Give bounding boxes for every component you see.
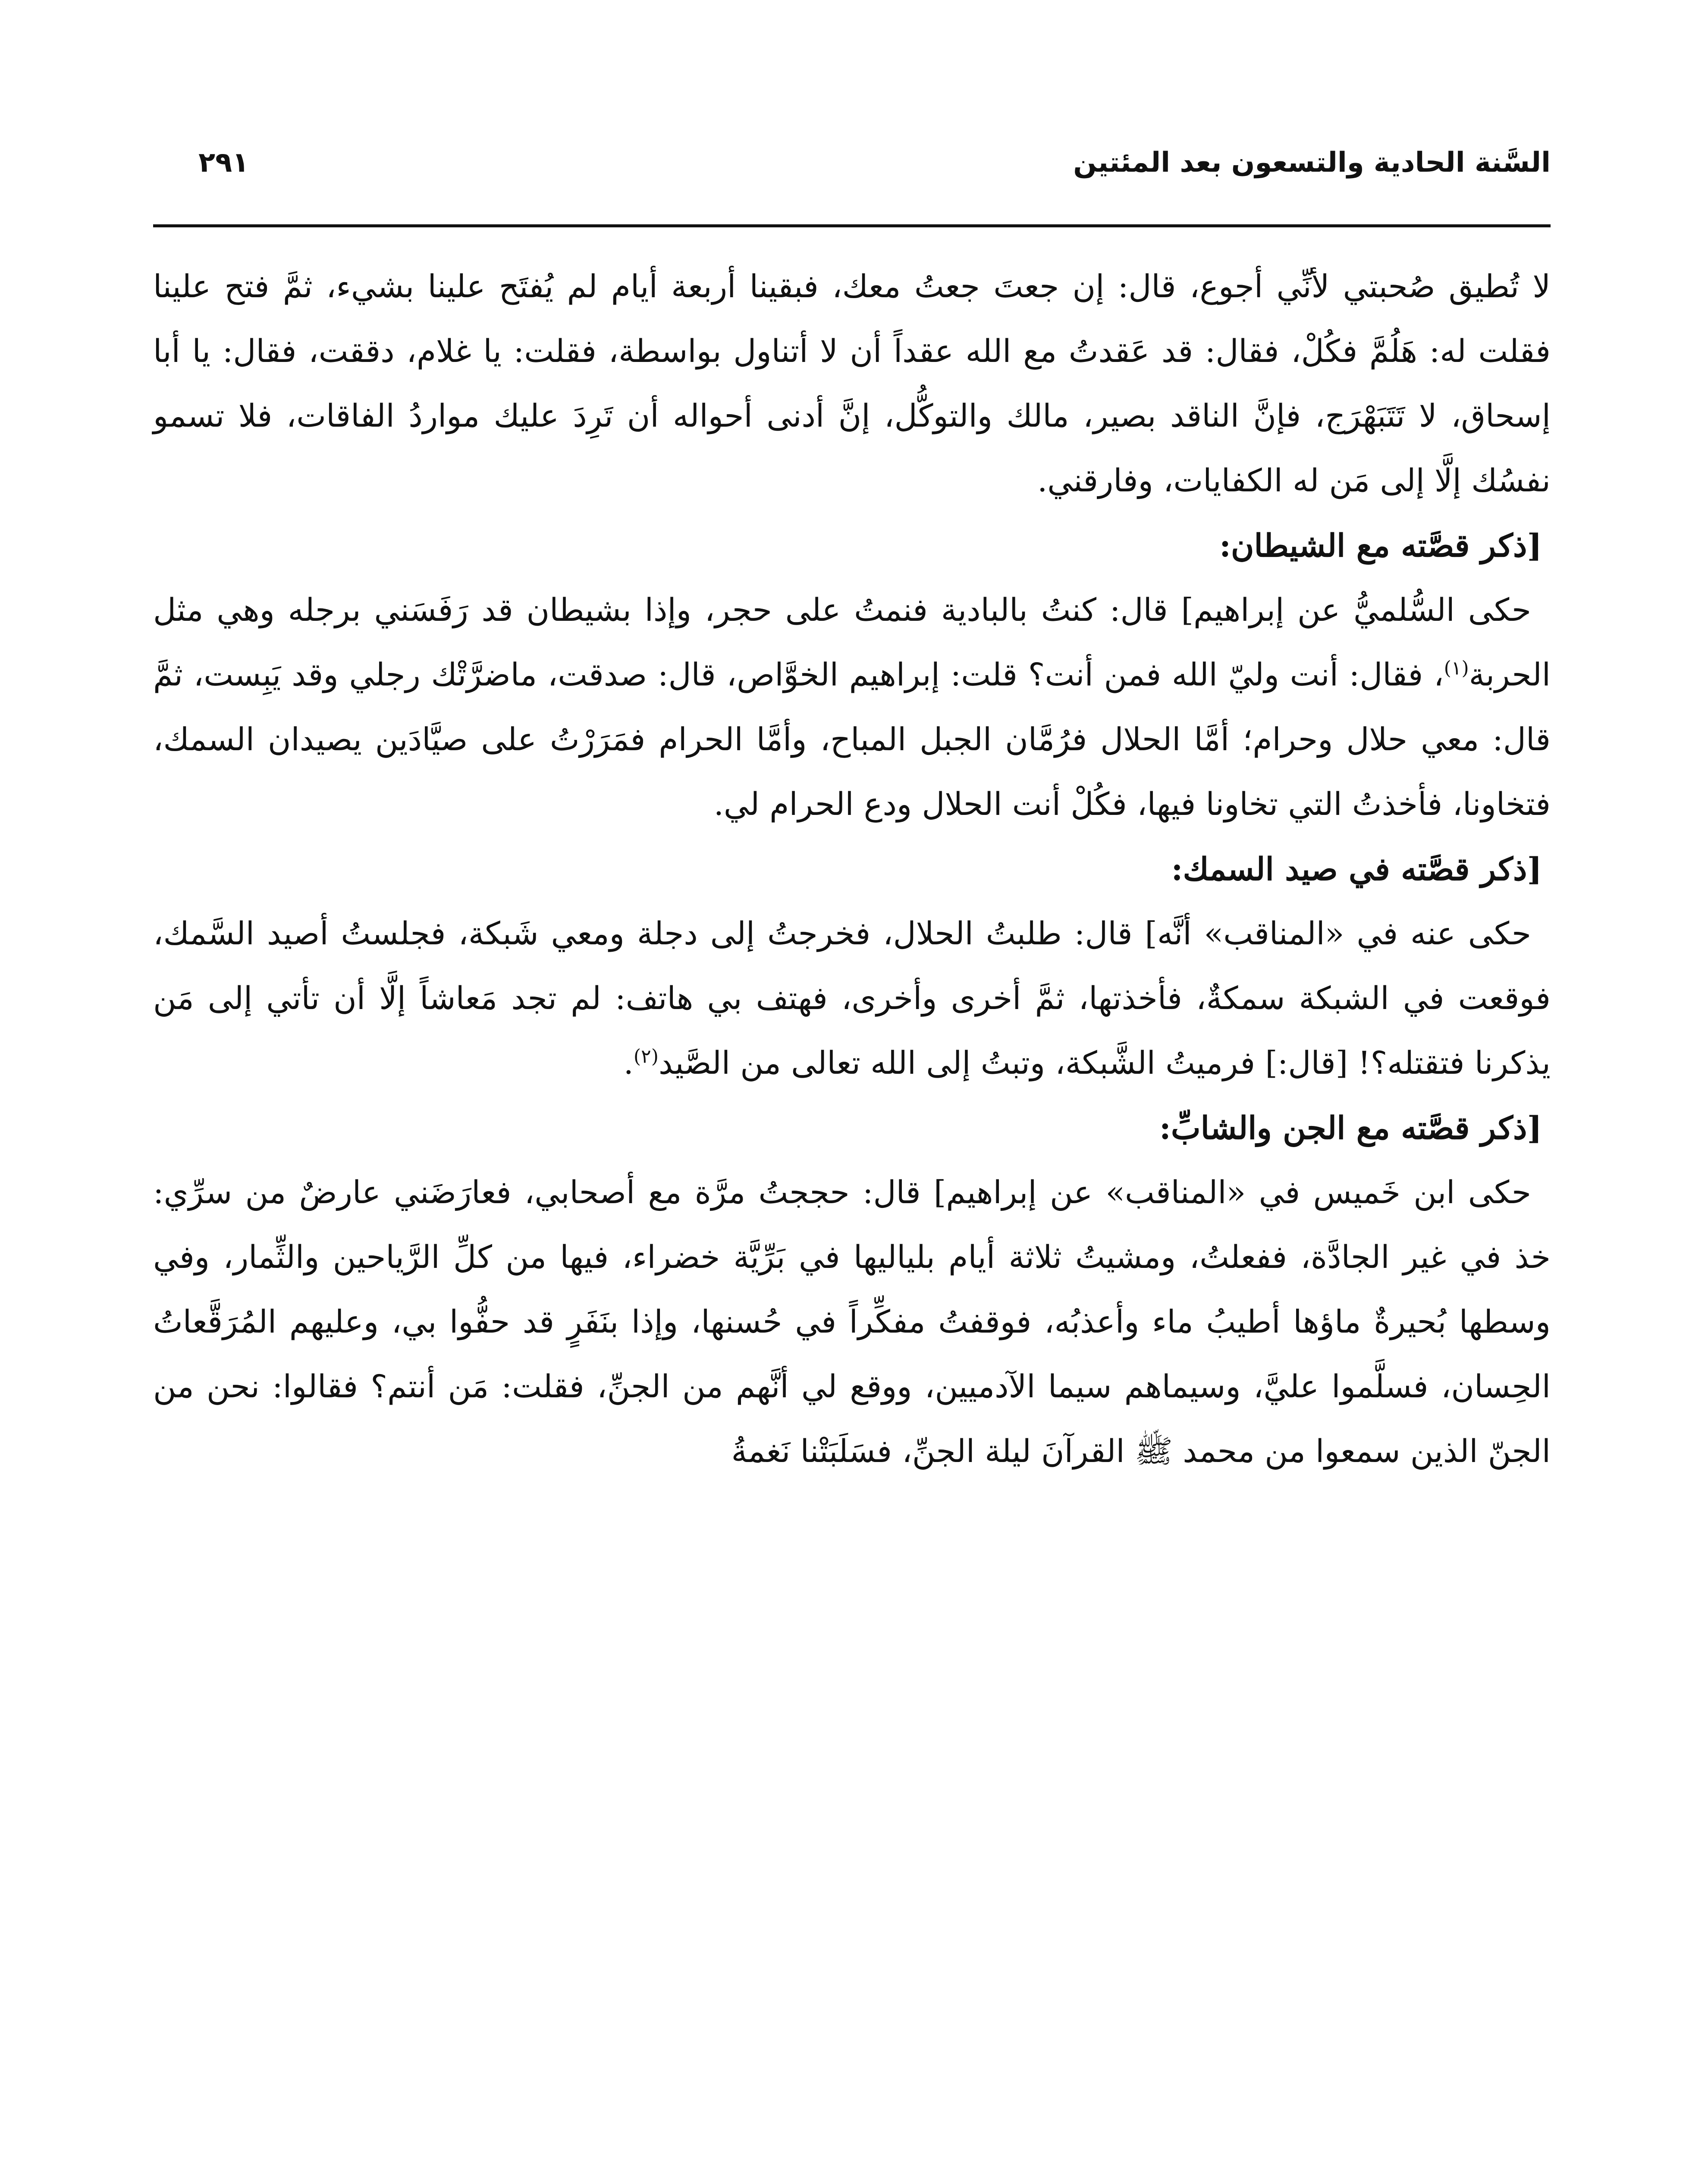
section-heading-satan: [ذكر قصَّته مع الشيطان: — [1219, 527, 1542, 564]
paragraph-2 — [153, 578, 1551, 837]
paragraph-4: حكى ابن خَميس في «المناقب» عن إبراهيم] قال: حججتُ مرَّة مع أصحابي، فعارَضَني عارضٌ من سرِّي: خذ في غير الجادَّة، ففعلتُ، ومشيتُ ثلاثة أيام بلياليها في بَرِّيَّة خضراء، فيها من كلِّ الرَّياحين والثِّمار، وفي وسطها بُحيرةٌ ماؤها أطيبُ ماء وأعذبُه، فوقفتُ مفكِّراً في حُسنها، وإذا بنَفَرٍ قد حفُّوا بي، وعليهم المُرَقَّعاتُ الحِسان، فسلَّموا عليَّ، وسيماهم سيما الآدميين، ووقع لي أنَّهم من الجنِّ، فقلت: مَن أنتم؟ فقالوا: نحن من الجنّ الذين سمعوا من محمد ﷺ القرآنَ ليلة الجنِّ، فسَلَبَتْنا نَغمةُ — [153, 1174, 1551, 1470]
paragraph-3 — [153, 902, 1551, 1096]
page-number: ٢٩١ — [198, 147, 249, 179]
paragraph-3-part-2: . — [623, 1045, 634, 1082]
paragraph-2-part-1: حكى السُّلميُّ عن إبراهيم] قال: كنتُ بالبادية فنمتُ على حجر، وإذا بشيطان قد رَفَسَني برجله وهي مثل الحربة — [153, 592, 1551, 693]
footnote-ref-2: (٢) — [633, 1045, 659, 1068]
paragraph-3-part-1: حكى عنه في «المناقب» أنَّه] قال: طلبتُ الحلال، فخرجتُ إلى دجلة ومعي شَبكة، فجلستُ أصيد السَّمك، فوقعت في الشبكة سمكةٌ، فأخذتها، ثمَّ أخرى وأخرى، فهتف بي هاتف: لم تجد مَعاشاً إلَّا أن تأتي إلى مَن يذكرنا فتقتله؟! [قال:] فرميتُ الشَّبكة، وتبتُ إلى الله تعالى من الصَّيد — [153, 915, 1551, 1082]
footnote-ref-1: (١) — [1444, 657, 1469, 679]
main-text — [153, 255, 1551, 1484]
page-header — [153, 142, 1551, 203]
running-title: السَّنة الحادية والتسعون بعد المئتين — [1073, 147, 1551, 179]
paragraph-2-part-2: ، فقال: أنت وليّ الله فمن أنت؟ قلت: إبراهيم الخوَّاص، قال: صدقت، ماضرَّتْك رجلي وقد يَبِست، ثمَّ قال: معي حلال وحرام؛ أمَّا الحلال فرُمَّان الجبل المباح، وأمَّا الحرام فمَرَرْتُ على صيَّادَين يصيدان السمك، فتخاونا، فأخذتُ التي تخاونا فيها، فكُلْ أنت الحلال ودع الحرام لي. — [153, 657, 1551, 823]
header-rule — [153, 224, 1551, 227]
section-heading-fishing: [ذكر قصَّته في صيد السمك: — [1171, 851, 1542, 888]
paragraph-1: لا تُطيق صُحبتي لأنِّي أجوع، قال: إن جعتَ جعتُ معك، فبقينا أربعة أيام لم يُفتَح علينا بشيء، ثمَّ فتح علينا فقلت له: هَلُمَّ فكُلْ، فقال: قد عَقدتُ مع الله عقداً أن لا أتناول بواسطة، فقلت: يا غلام، دققت، فقال: يا أبا إسحاق، لا تَتَبَهْرَج، فإنَّ الناقد بصير، مالك والتوكُّل، إنَّ أدنى أحواله أن تَرِدَ عليك مواردُ الفاقات، فلا تسمو نفسُك إلَّا إلى مَن له الكفايات، وفارقني. — [153, 268, 1551, 499]
section-heading-jinn: [ذكر قصَّته مع الجن والشابِّ: — [1159, 1110, 1542, 1147]
